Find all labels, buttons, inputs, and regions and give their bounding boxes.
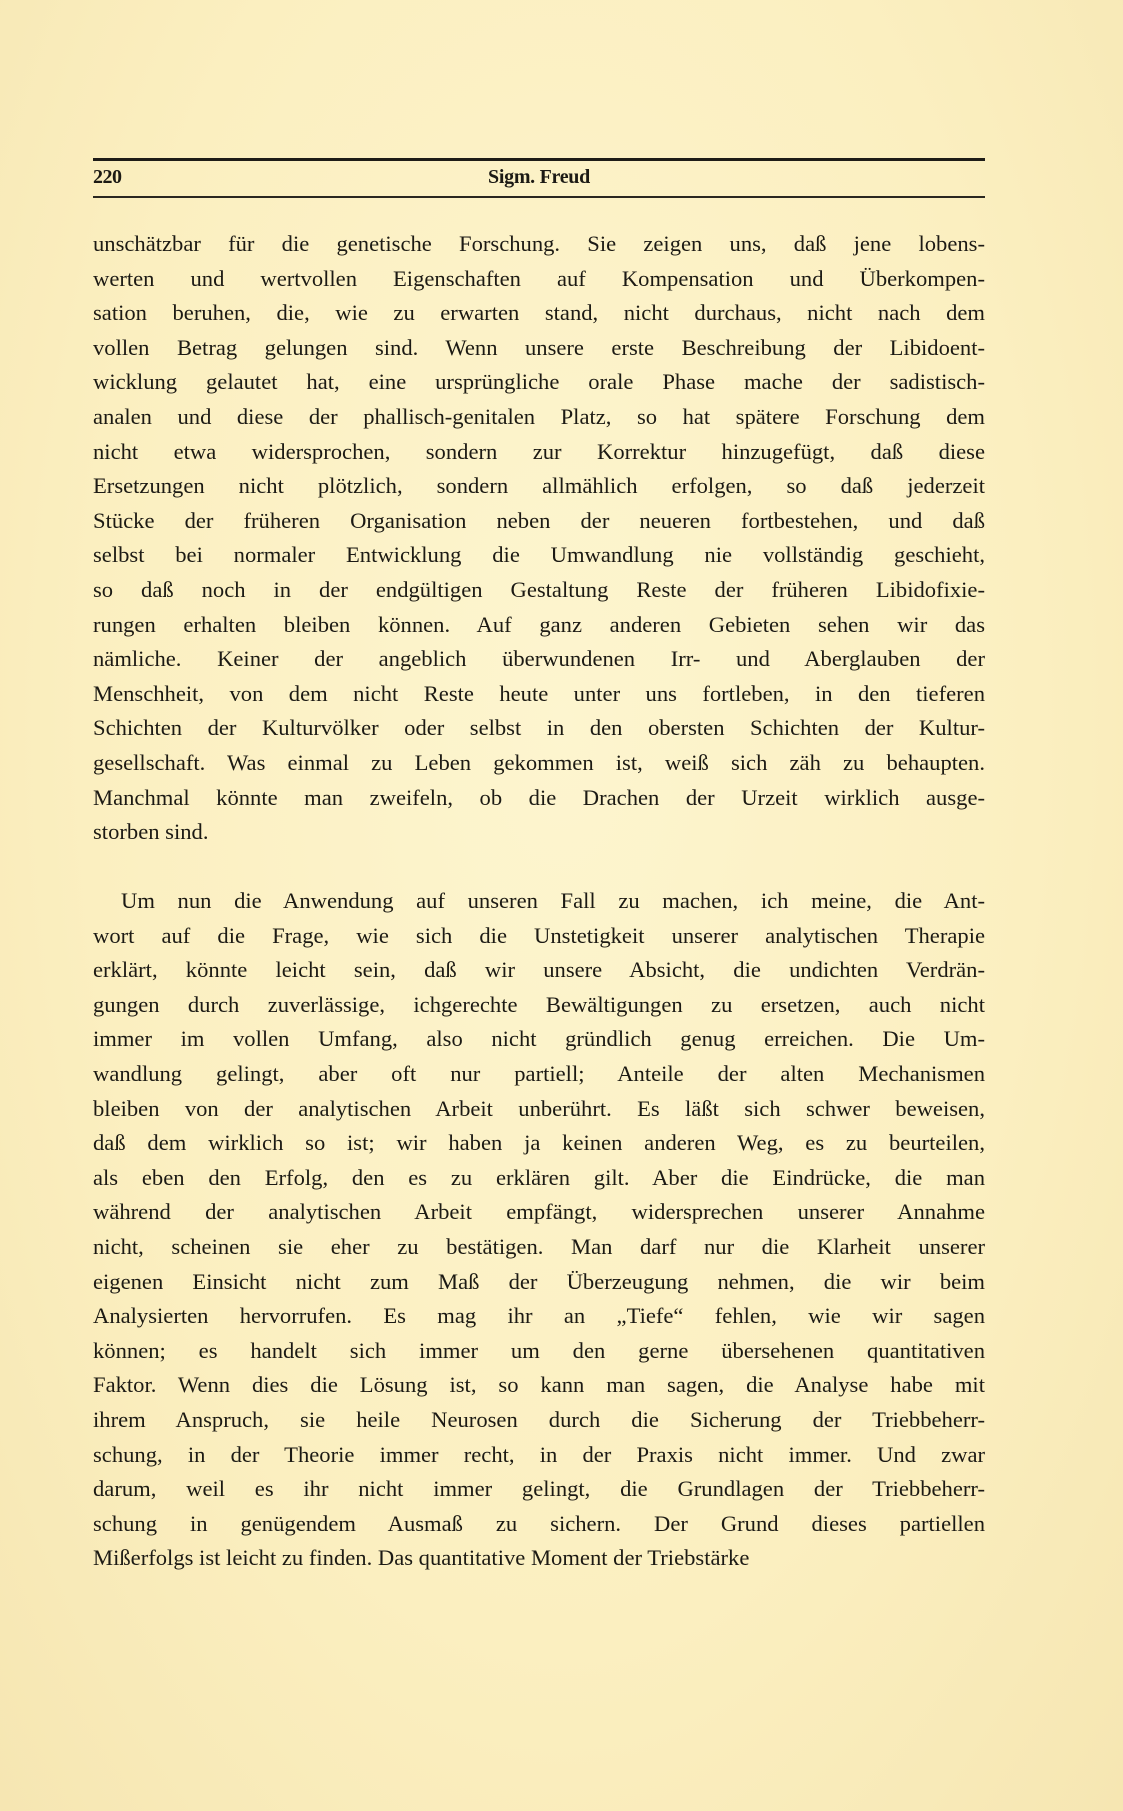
text-line: unschätzbar für die genetische Forschung. Sie zeigen uns, daß jene lobens-	[93, 231, 985, 256]
text-line: nicht, scheinen sie eher zu bestätigen. Man darf nur die Klarheit unserer	[93, 1233, 985, 1259]
text-line: gungen durch zuverlässige, ichgerechte Bewältigungen zu ersetzen, auch nicht	[93, 991, 985, 1017]
text-line: bleiben von der analytischen Arbeit unberührt. Es läßt sich schwer beweisen,	[93, 1095, 985, 1121]
page-number: 220	[93, 166, 122, 188]
text-line: nämliche. Keiner der angeblich überwundenen Irr- und Aberglauben der	[93, 646, 985, 672]
text-line: ihrem Anspruch, sie heile Neurosen durch die Sicherung der Triebbeherr-	[93, 1406, 985, 1432]
text-line: Manchmal könnte man zweifeln, ob die Drachen der Urzeit wirklich ausge-	[93, 784, 985, 810]
paragraph-1	[93, 227, 985, 850]
text-line: gesellschaft. Was einmal zu Leben gekommen ist, weiß sich zäh zu behaupten.	[93, 749, 985, 775]
text-line: so daß noch in der endgültigen Gestaltung Reste der früheren Libidofixie-	[93, 576, 985, 602]
text-line: nicht etwa widersprochen, sondern zur Korrektur hinzugefügt, daß diese	[93, 438, 985, 464]
text-line: selbst bei normaler Entwicklung die Umwandlung nie vollständig geschieht,	[93, 542, 985, 568]
text-line: wandlung gelingt, aber oft nur partiell; Anteile der alten Mechanismen	[93, 1060, 985, 1086]
text-line: wort auf die Frage, wie sich die Unstetigkeit unserer analytischen Therapie	[93, 922, 985, 948]
text-line: Analysierten hervorrufen. Es mag ihr an „Tiefe“ fehlen, wie wir sagen	[93, 1303, 985, 1329]
text-line: schung, in der Theorie immer recht, in der Praxis nicht immer. Und zwar	[93, 1441, 985, 1467]
text-line: wicklung gelautet hat, eine ursprüngliche orale Phase mache der sadistisch-	[93, 369, 985, 395]
text-line: erklärt, könnte leicht sein, daß wir unsere Absicht, die undichten Verdrän-	[93, 957, 985, 983]
text-line: während der analytischen Arbeit empfängt, widersprechen unserer Annahme	[93, 1199, 985, 1225]
text-line: immer im vollen Umfang, also nicht gründlich genug erreichen. Die Um-	[93, 1026, 985, 1052]
header-rule-top	[93, 158, 985, 161]
text-line: Stücke der früheren Organisation neben der neueren fortbestehen, und daß	[93, 507, 985, 533]
header-rule-bottom	[93, 196, 985, 198]
paragraph-2	[93, 884, 985, 1576]
text-line: als eben den Erfolg, den es zu erklären gilt. Aber die Eindrücke, die man	[93, 1164, 985, 1190]
text-line: werten und wertvollen Eigenschaften auf Kompensation und Überkompen-	[93, 265, 985, 291]
text-line: eigenen Einsicht nicht zum Maß der Überzeugung nehmen, die wir beim	[93, 1268, 985, 1294]
text-line: Mißerfolgs ist leicht zu finden. Das quantitative Moment der Triebstärke	[93, 1545, 750, 1571]
text-line: vollen Betrag gelungen sind. Wenn unsere erste Beschreibung der Libidoent-	[93, 334, 985, 360]
text-line: Menschheit, von dem nicht Reste heute unter uns fortleben, in den tieferen	[93, 680, 985, 706]
text-line: Schichten der Kulturvölker oder selbst in den obersten Schichten der Kultur-	[93, 715, 985, 741]
text-line: Um nun die Anwendung auf unseren Fall zu machen, ich meine, die Ant-	[121, 888, 985, 913]
text-line: storben sind.	[93, 819, 209, 845]
text-line: schung in genügendem Ausmaß zu sichern. Der Grund dieses partiellen	[93, 1510, 985, 1536]
text-line: Faktor. Wenn dies die Lösung ist, so kann man sagen, die Analyse habe mit	[93, 1372, 985, 1398]
text-line: daß dem wirklich so ist; wir haben ja keinen anderen Weg, es zu beurteilen,	[93, 1130, 985, 1156]
text-line: darum, weil es ihr nicht immer gelingt, die Grundlagen der Triebbeherr-	[93, 1476, 985, 1502]
running-head-author: Sigm. Freud	[488, 166, 590, 188]
text-line: sation beruhen, die, wie zu erwarten stand, nicht durchaus, nicht nach dem	[93, 300, 985, 326]
text-line: analen und diese der phallisch-genitalen Platz, so hat spätere Forschung dem	[93, 403, 985, 429]
text-line: Ersetzungen nicht plötzlich, sondern allmählich erfolgen, so daß jederzeit	[93, 473, 985, 499]
text-line: rungen erhalten bleiben können. Auf ganz anderen Gebieten sehen wir das	[93, 611, 985, 637]
text-line: können; es handelt sich immer um den gerne übersehenen quantitativen	[93, 1337, 985, 1363]
